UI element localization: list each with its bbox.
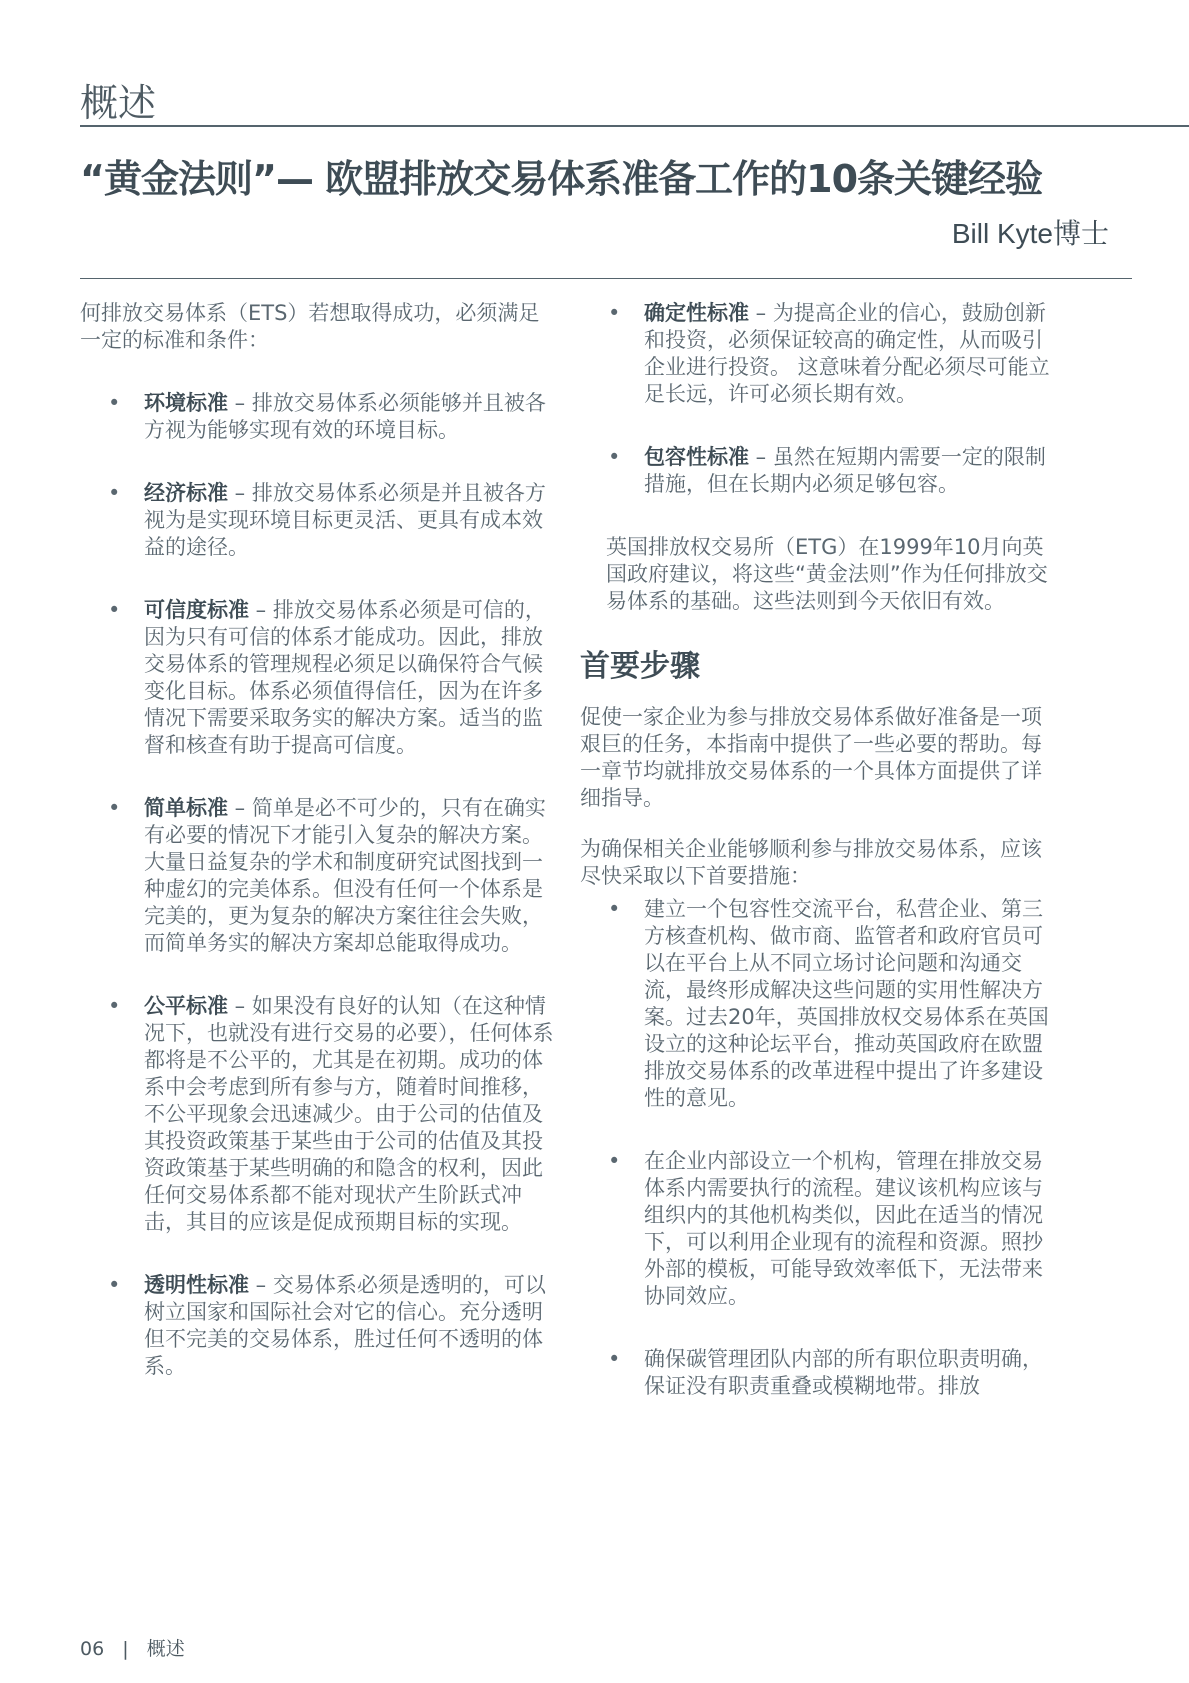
criterion-term: 确定性标准 (644, 301, 749, 325)
bullet-icon: • (608, 301, 621, 325)
intro-paragraph-2: 为确保相关企业能够顺利参与排放交易体系，应该尽快采取以下首要措施： (580, 837, 1042, 888)
criterion-text: – 虽然在短期内需要一定的限制措施，但在长期内必须足够包容。 (644, 445, 1046, 496)
bullet-icon: • (108, 1273, 121, 1297)
bullet-icon: • (608, 897, 621, 921)
list-item (580, 1346, 1058, 1400)
criterion-term: 可信度标准 (144, 598, 249, 622)
step-text: 在企业内部设立一个机构，管理在排放交易体系内需要执行的流程。建议该机构应该与组织内的其他机构类似，因此在适当的情况下，可以利用企业现有的流程和资源。照抄外部的模板，可能导致效率低下，无法带来协同效应。 (644, 1149, 1043, 1308)
criteria-list (80, 390, 560, 1380)
bullet-icon: • (608, 445, 621, 469)
list-item (80, 795, 560, 957)
list-item (80, 993, 560, 1236)
criterion-term: 包容性标准 (644, 445, 749, 469)
bullet-icon: • (108, 598, 121, 622)
criterion-text: – 如果没有良好的认知（在这种情况下，也就没有进行交易的必要），任何体系都将是不公平的，尤其是在初期。成功的体系中会考虑到所有参与方，随着时间推移，不公平现象会迅速减少。由于公司的估值及其投资政策基于某些由于公司的估值及其投资政策基于某些明确的和隐含的权利，因此任何交易体系都不能对现状产生阶跃式冲击，其目的应该是促成预期目标的实现。 (144, 994, 554, 1234)
criterion-text: – 简单是必不可少的，只有在确实有必要的情况下才能引入复杂的解决方案。大量日益复杂的学术和制度研究试图找到一种虚幻的完美体系。但没有任何一个体系是完美的，更为复杂的解决方案往往会失败，而简单务实的解决方案却总能取得成功。 (144, 796, 546, 955)
footer-section: 概述 (146, 1638, 185, 1660)
etg-paragraph: 英国排放权交易所（ETG）在1999年10月向英国政府建议，将这些“黄金法则”作为任何排放交易体系的基础。这些法则到今天依旧有效。 (606, 535, 1048, 613)
criteria-list-continued (580, 300, 1058, 498)
bullet-icon: • (108, 796, 121, 820)
intro-paragraph: 何排放交易体系（ETS）若想取得成功，必须满足一定的标准和条件： (80, 301, 540, 352)
intro-paragraph-1: 促使一家企业为参与排放交易体系做好准备是一项艰巨的任务，本指南中提供了一些必要的帮助。每一章节均就排放交易体系的一个具体方面提供了详细指导。 (580, 705, 1042, 810)
bullet-icon: • (608, 1149, 621, 1173)
steps-list (580, 896, 1058, 1400)
criterion-text: – 交易体系必须是透明的，可以树立国家和国际社会对它的信心。充分透明但不完美的交易体系，胜过任何不透明的体系。 (144, 1273, 546, 1378)
author: Bill Kyte博士 (951, 218, 1109, 249)
list-item (580, 444, 1058, 498)
criterion-text: – 排放交易体系必须能够并且被各方视为能够实现有效的环境目标。 (144, 391, 546, 442)
bullet-icon: • (608, 1347, 621, 1371)
list-item (580, 1148, 1058, 1310)
criterion-text: – 为提高企业的信心，鼓励创新和投资，必须保证较高的确定性，从而吸引企业进行投资。 这意味着分配必须尽可能立足长远，许可必须长期有效。 (644, 301, 1050, 406)
criterion-text: – 排放交易体系必须是并且被各方视为是实现环境目标更灵活、更具有成本效益的途径。 (144, 481, 546, 559)
criterion-text: – 排放交易体系必须是可信的，因为只有可信的体系才能成功。因此，排放交易体系的管理规程必须足以确保符合气候变化目标。体系必须值得信任，因为在许多情况下需要采取务实的解决方案。适当的监督和核查有助于提高可信度。 (144, 598, 546, 757)
criterion-term: 透明性标准 (144, 1273, 249, 1297)
bullet-icon: • (108, 481, 121, 505)
header-rule (80, 125, 1189, 127)
bullet-icon: • (108, 994, 121, 1018)
list-item (580, 896, 1058, 1112)
bullet-icon: • (108, 391, 121, 415)
footer-separator: | (122, 1638, 129, 1660)
criterion-term: 简单标准 (144, 796, 228, 820)
criterion-term: 经济标准 (144, 481, 228, 505)
section-title: 概述 (80, 81, 157, 125)
list-item (580, 300, 1058, 408)
list-item (80, 597, 560, 759)
section-heading: 首要步骤 (580, 649, 700, 684)
criterion-term: 环境标准 (144, 391, 228, 415)
list-item (80, 480, 560, 561)
list-item (80, 1272, 560, 1380)
footer (80, 1634, 185, 1661)
step-text: 确保碳管理团队内部的所有职位职责明确，保证没有职责重叠或模糊地带。排放 (644, 1347, 1043, 1398)
title-rule (80, 278, 1132, 279)
right-column (580, 300, 1058, 1436)
list-item (80, 390, 560, 444)
left-column (80, 300, 560, 1416)
page-number: 06 (80, 1638, 105, 1660)
step-text: 建立一个包容性交流平台，私营企业、第三方核查机构、做市商、监管者和政府官员可以在平台上从不同立场讨论问题和沟通交流，最终形成解决这些问题的实用性解决方案。过去20年，英国排放权交易体系在英国设立的这种论坛平台，推动英国政府在欧盟排放交易体系的改革进程中提出了许多建设性的意见。 (644, 897, 1049, 1110)
criterion-term: 公平标准 (144, 994, 228, 1018)
article-title: “黄金法则”— 欧盟排放交易体系准备工作的10条关键经验 (80, 157, 1043, 201)
